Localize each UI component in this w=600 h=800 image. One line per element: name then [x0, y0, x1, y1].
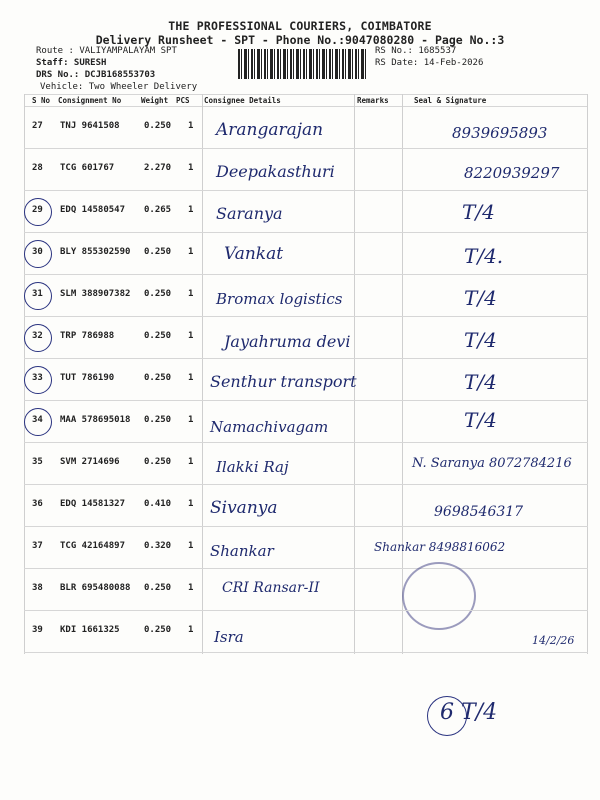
receiver-signature: T/4: [464, 408, 497, 432]
row-weight: 0.250: [144, 331, 172, 341]
receiver-signature: 8220939297: [464, 164, 560, 182]
row-sno: 33: [32, 373, 43, 383]
runsheet-subtitle: Delivery Runsheet - SPT - Phone No.:9047080280 - Page No.:3: [95, 33, 505, 47]
table-row: [24, 610, 588, 652]
row-sno: 37: [32, 541, 43, 551]
row-sno: 28: [32, 163, 43, 173]
consignee-name: Senthur transport: [210, 372, 357, 391]
row-pcs: 1: [188, 625, 194, 635]
col-sno: S No: [32, 96, 51, 105]
table-row: [24, 316, 588, 358]
row-consignment: TCG 42164897: [60, 541, 126, 551]
row-consignment: TRP 786988: [60, 331, 115, 341]
row-pcs: 1: [188, 163, 194, 173]
receiver-signature: T/4: [462, 200, 495, 224]
table-row: [24, 274, 588, 316]
consignee-name: CRI Ransar-II: [222, 580, 320, 596]
consignee-name: Vankat: [224, 244, 284, 264]
consignee-name: Ilakki Raj: [216, 458, 289, 476]
row-consignment: TCG 601767: [60, 163, 115, 173]
row-pcs: 1: [188, 373, 194, 383]
table-row: [24, 568, 588, 610]
row-consignment: BLY 855302590: [60, 247, 131, 257]
row-sno: 38: [32, 583, 43, 593]
table-row: [24, 526, 588, 568]
receiver-signature: 8939695893: [452, 124, 548, 142]
consignee-name: Shankar: [210, 542, 274, 560]
table-row: [24, 232, 588, 274]
table-row: [24, 400, 588, 442]
staff-label: Staff: SURESH: [36, 58, 107, 68]
consignee-name: Isra: [214, 628, 244, 646]
row-consignment: TUT 786190: [60, 373, 115, 383]
row-weight: 0.250: [144, 625, 172, 635]
row-sno: 27: [32, 121, 43, 131]
row-sno: 31: [32, 289, 43, 299]
row-weight: 0.250: [144, 373, 172, 383]
receiver-signature: 9698546317: [434, 504, 524, 520]
vehicle-label: Vehicle: Two Wheeler Delivery: [40, 82, 198, 92]
row-weight: 0.265: [144, 205, 172, 215]
footer-note: 6 T/4: [440, 700, 498, 725]
row-pcs: 1: [188, 121, 194, 131]
row-pcs: 1: [188, 457, 194, 467]
row-weight: 0.250: [144, 247, 172, 257]
row-consignment: EDQ 14580547: [60, 205, 126, 215]
runsheet-table: [24, 94, 588, 654]
consignee-name: Deepakasthuri: [216, 162, 335, 181]
row-sno: 39: [32, 625, 43, 635]
consignee-name: Bromax logistics: [216, 290, 343, 308]
row-weight: 0.250: [144, 289, 172, 299]
row-pcs: 1: [188, 583, 194, 593]
row-weight: 0.410: [144, 499, 172, 509]
row-weight: 2.270: [144, 163, 172, 173]
row-consignment: TNJ 9641508: [60, 121, 120, 131]
row-pcs: 1: [188, 499, 194, 509]
row-pcs: 1: [188, 205, 194, 215]
row-pcs: 1: [188, 289, 194, 299]
col-pcs: PCS: [176, 96, 190, 105]
col-remarks: Remarks: [357, 96, 389, 105]
row-consignment: KDI 1661325: [60, 625, 120, 635]
receiver-signature: T/4: [464, 286, 497, 310]
receiver-signature: T/4: [464, 370, 497, 394]
row-weight: 0.250: [144, 583, 172, 593]
row-sno: 29: [32, 205, 43, 215]
runsheet-title: THE PROFESSIONAL COURIERS, COIMBATORE: [168, 19, 432, 33]
rs-date: RS Date: 14-Feb-2026: [375, 58, 484, 68]
table-row: [24, 484, 588, 526]
col-seal: Seal & Signature: [414, 96, 487, 105]
consignee-name: Jayahruma devi: [224, 332, 351, 351]
rs-number: RS No.: 1685537: [375, 46, 457, 56]
receiver-signature: N. Saranya 8072784216: [412, 456, 572, 471]
col-weight: Weight: [141, 96, 169, 105]
drs-number: DRS No.: DCJB168553703: [36, 70, 156, 80]
consignee-name: Saranya: [216, 204, 283, 223]
route-label: Route : VALIYAMPALAYAM SPT: [36, 46, 177, 56]
row-sno: 30: [32, 247, 43, 257]
consignee-name: Arangarajan: [216, 120, 324, 140]
row-consignment: BLR 695480088: [60, 583, 131, 593]
row-weight: 0.250: [144, 457, 172, 467]
table-row: [24, 442, 588, 484]
row-sno: 34: [32, 415, 43, 425]
row-pcs: 1: [188, 415, 194, 425]
barcode: [238, 49, 368, 79]
row-weight: 0.320: [144, 541, 172, 551]
receiver-signature: Shankar 8498816062: [374, 540, 506, 554]
row-pcs: 1: [188, 331, 194, 341]
row-consignment: SLM 388907382: [60, 289, 131, 299]
row-sno: 36: [32, 499, 43, 509]
row-sno: 32: [32, 331, 43, 341]
col-consignee: Consignee Details: [204, 96, 281, 105]
row-weight: 0.250: [144, 121, 172, 131]
row-consignment: EDQ 14581327: [60, 499, 126, 509]
table-row: [24, 358, 588, 400]
receiver-signature: 14/2/26: [532, 634, 575, 647]
row-pcs: 1: [188, 247, 194, 257]
table-row: [24, 148, 588, 190]
consignee-name: Namachivagam: [210, 418, 329, 436]
table-row: [24, 106, 588, 148]
row-sno: 35: [32, 457, 43, 467]
row-weight: 0.250: [144, 415, 172, 425]
row-consignment: MAA 578695018: [60, 415, 131, 425]
row-pcs: 1: [188, 541, 194, 551]
col-consignment: Consignment No: [58, 96, 122, 105]
table-row: [24, 190, 588, 232]
consignee-name: Sivanya: [210, 498, 278, 518]
receiver-signature: T/4.: [464, 244, 504, 268]
row-consignment: SVM 2714696: [60, 457, 120, 467]
receiver-signature: T/4: [464, 328, 497, 352]
